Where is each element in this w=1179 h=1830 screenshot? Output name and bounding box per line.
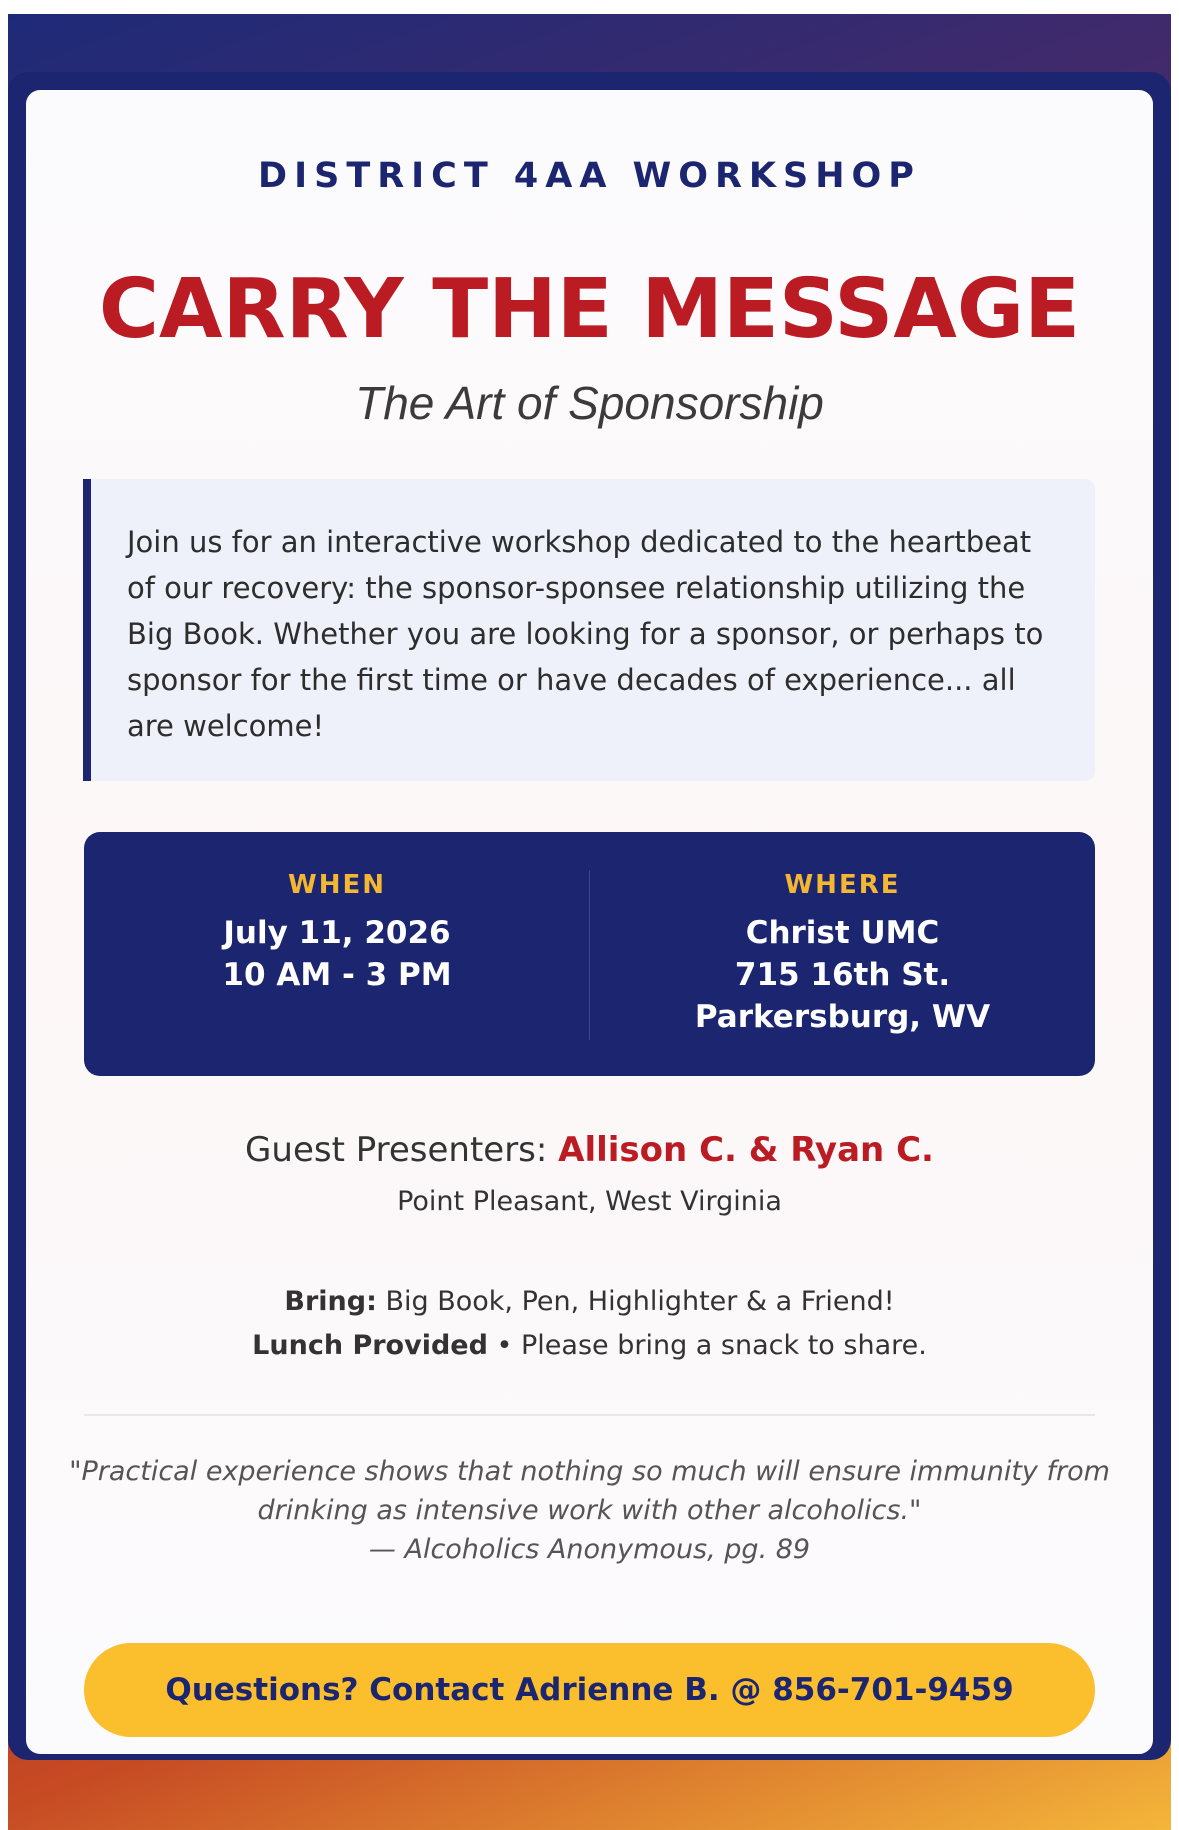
event-title: CARRY THE MESSAGE — [98, 262, 1081, 357]
quote-line-1: "Practical experience shows that nothing so much will ensure immunity from — [69, 1456, 1110, 1487]
lunch-note: • Please bring a snack to share. — [487, 1330, 927, 1361]
intro-callout — [83, 479, 1095, 781]
contact-button[interactable]: Questions? Contact Adrienne B. @ 856-701-9459 — [84, 1643, 1095, 1737]
presenters-names: Allison C. & Ryan C. — [558, 1130, 934, 1170]
big-book-quote — [0, 1452, 1179, 1569]
event-details-panel — [84, 832, 1095, 1076]
bring-items: Big Book, Pen, Highlighter & a Friend! — [376, 1286, 895, 1317]
where-column — [590, 870, 1095, 1038]
presenters-location: Point Pleasant, West Virginia — [397, 1186, 782, 1217]
when-date: July 11, 2026 — [223, 915, 451, 951]
when-column — [84, 870, 590, 996]
intro-text: Join us for an interactive workshop dedicated to the heartbeat of our recovery: the sponsor-sponsee relationship utilizing the Big Book. Whether you are looking for a sponsor, or perhaps to sponsor for the first time or have decades of experience... all are welcome! — [127, 525, 1044, 743]
bring-line — [0, 1280, 1179, 1324]
event-subtitle: The Art of Sponsorship — [355, 377, 824, 429]
quote-source: — Alcoholics Anonymous, pg. 89 — [368, 1534, 811, 1565]
where-label: WHERE — [784, 870, 901, 900]
when-label: WHEN — [288, 870, 386, 900]
lunch-label: Lunch Provided — [252, 1330, 488, 1361]
when-time: 10 AM - 3 PM — [222, 957, 452, 993]
bring-info — [0, 1280, 1179, 1368]
section-divider — [84, 1414, 1095, 1416]
where-venue: Christ UMC — [745, 915, 940, 951]
where-street: 715 16th St. — [734, 957, 951, 993]
event-kicker: DISTRICT 4AA WORKSHOP — [258, 156, 921, 196]
bring-label: Bring: — [284, 1286, 377, 1317]
where-city: Parkersburg, WV — [694, 999, 991, 1035]
guest-presenters — [0, 1130, 1179, 1170]
presenters-prefix: Guest Presenters: — [245, 1130, 559, 1170]
quote-line-2: drinking as intensive work with other alcoholics." — [257, 1495, 922, 1526]
lunch-line — [0, 1324, 1179, 1368]
